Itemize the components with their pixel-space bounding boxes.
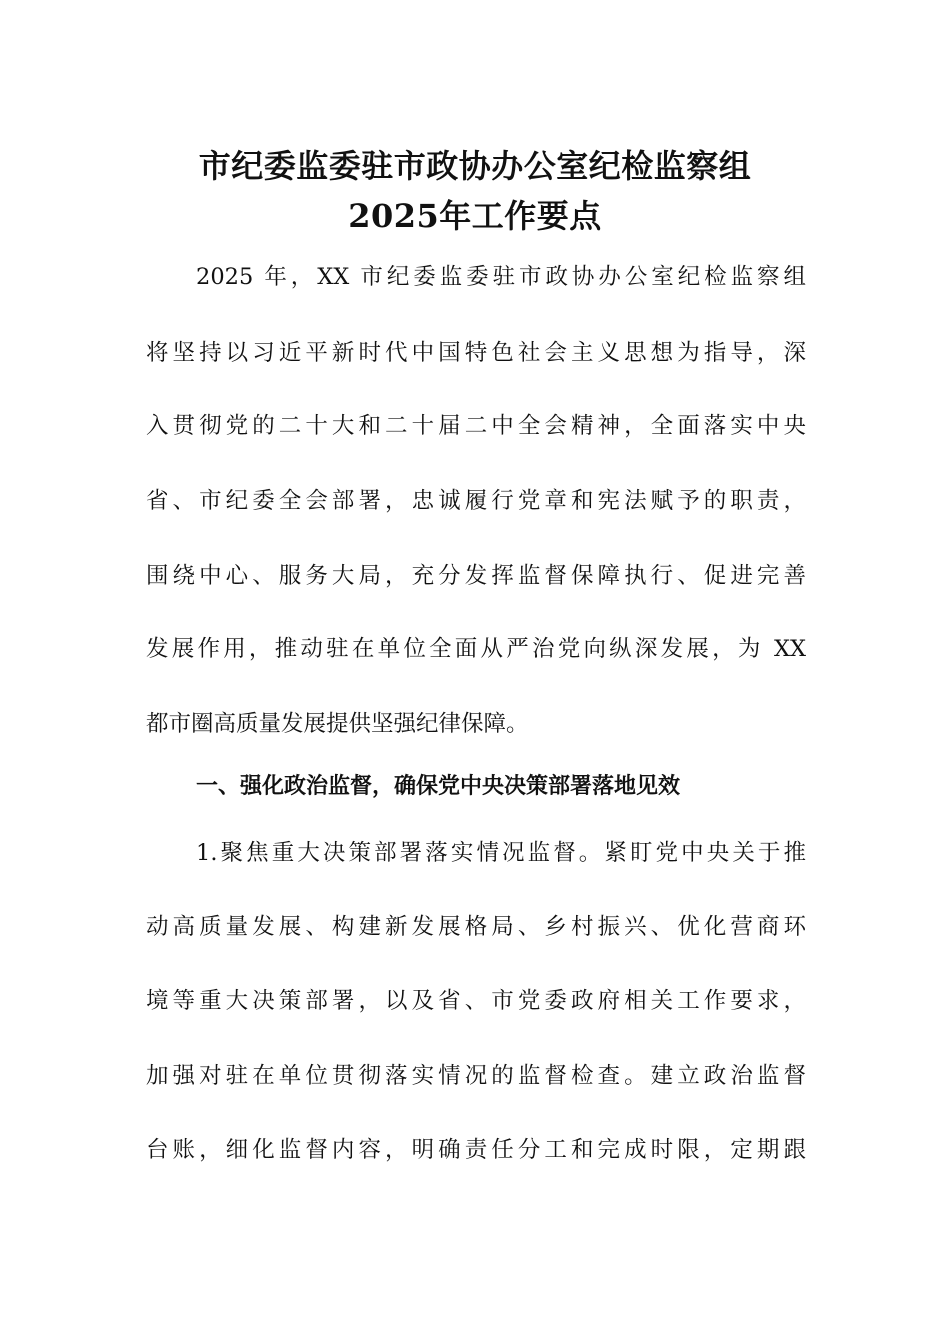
document-title-line-2: 2025年工作要点 bbox=[348, 197, 602, 235]
item-line: 境等重大决策部署，以及省、市党委政府相关工作要求， bbox=[146, 988, 806, 1014]
intro-line: 围绕中心、服务大局，充分发挥监督保障执行、促进完善 bbox=[146, 563, 806, 589]
intro-line: 发展作用，推动驻在单位全面从严治党向纵深发展，为 XX bbox=[146, 636, 806, 662]
item-line: 加强对驻在单位贯彻落实情况的监督检查。建立政治监督 bbox=[146, 1063, 806, 1089]
intro-line: 2025 年，XX 市纪委监委驻市政协办公室纪检监察组 bbox=[196, 264, 806, 290]
item-line: 动高质量发展、构建新发展格局、乡村振兴、优化营商环 bbox=[146, 914, 806, 940]
intro-line: 都市圈高质量发展提供坚强纪律保障。 bbox=[146, 711, 529, 737]
intro-line: 入贯彻党的二十大和二十届二中全会精神，全面落实中央 bbox=[146, 413, 806, 439]
item-line: 1.聚焦重大决策部署落实情况监督。紧盯党中央关于推 bbox=[196, 840, 806, 866]
intro-line: 省、市纪委全会部署，忠诚履行党章和宪法赋予的职责， bbox=[146, 488, 806, 514]
section-heading-1: 一、强化政治监督，确保党中央决策部署落地见效 bbox=[196, 774, 681, 799]
document-title-line-1: 市纪委监委驻市政协办公室纪检监察组 bbox=[198, 147, 752, 185]
intro-line: 将坚持以习近平新时代中国特色社会主义思想为指导，深 bbox=[146, 340, 806, 366]
item-line: 台账，细化监督内容，明确责任分工和完成时限，定期跟 bbox=[146, 1137, 806, 1163]
